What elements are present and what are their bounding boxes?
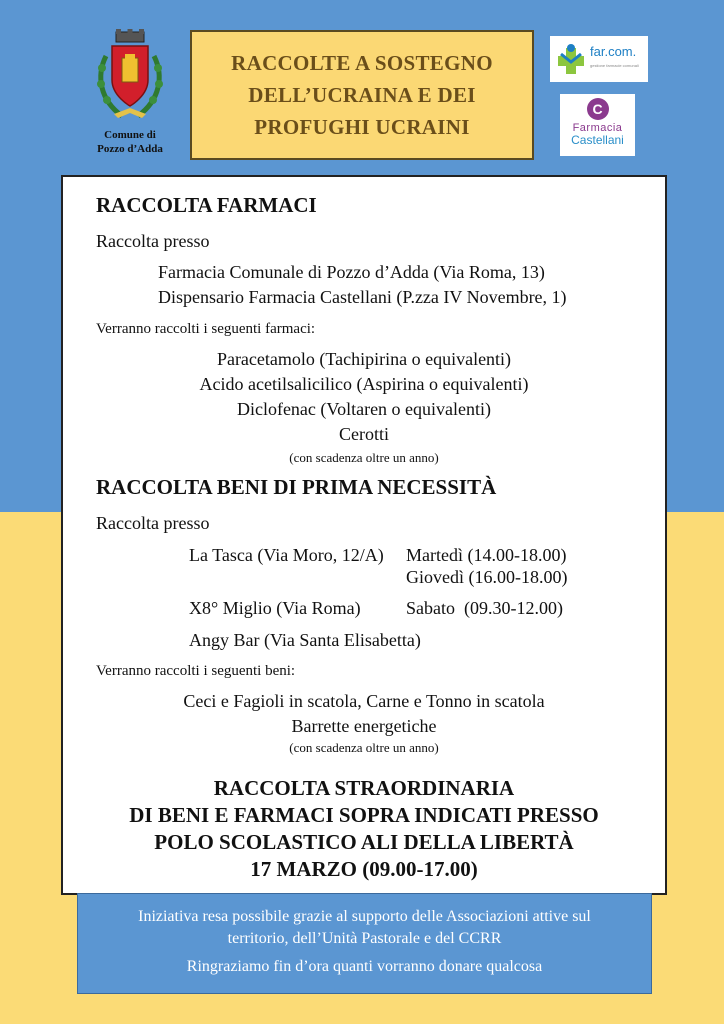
- castellani-c-icon: C: [587, 98, 609, 120]
- title-line-3: PROFUGHI UCRAINI: [254, 115, 470, 139]
- farmaci-item-4: Cerotti: [339, 424, 389, 444]
- beni-place-3-name: Angy Bar (Via Santa Elisabetta): [189, 630, 421, 650]
- farcom-logo: [550, 36, 648, 82]
- crest-icon: [92, 28, 168, 126]
- beni-presso-label: Raccolta presso: [96, 513, 210, 533]
- beni-item-2: Barrette energetiche: [291, 716, 437, 736]
- straordinaria-block: [61, 775, 667, 883]
- farcom-name: far.com.: [590, 44, 637, 59]
- farmaci-item-3: Diclofenac (Voltaren o equivalenti): [236, 399, 492, 419]
- beni-intro: Verranno raccolti i seguenti beni:: [96, 663, 296, 679]
- farmaci-intro: Verranno raccolti i seguenti farmaci:: [96, 321, 316, 337]
- footer-line-3: Ringraziamo fin d’ora quanti vorranno donare qualcosa: [186, 958, 543, 975]
- footer-banner: [77, 893, 652, 994]
- beni-section-title: RACCOLTA BENI DI PRIMA NECESSITÀ: [96, 475, 497, 499]
- farmaci-presso-label: Raccolta presso: [96, 231, 210, 251]
- straordinaria-line-2: DI BENI E FARMACI SOPRA INDICATI PRESSO: [129, 803, 599, 827]
- farmaci-location-2: Dispensario Farmacia Castellani (P.zza IV Novembre, 1): [158, 287, 567, 307]
- farcom-tagline: gestione farmacie comunali: [590, 63, 639, 68]
- farmaci-item-1: Paracetamolo (Tachipirina o equivalenti): [216, 349, 512, 369]
- castellani-word-farmacia: Farmacia: [572, 122, 623, 134]
- title-line-1: RACCOLTE A SOSTEGNO: [231, 51, 493, 75]
- farmaci-item-2: Acido acetilsalicilico (Aspirina o equivalenti): [199, 374, 529, 394]
- farmacia-castellani-logo: [560, 94, 635, 156]
- straordinaria-date: 17 MARZO (09.00-17.00): [250, 857, 478, 881]
- crest-caption-line-1: Comune di: [104, 129, 156, 141]
- title-line-2: DELL’UCRAINA E DEI: [248, 83, 476, 107]
- municipal-crest: [90, 28, 170, 163]
- beni-place-1-hours-2: Giovedì (16.00-18.00): [406, 567, 568, 587]
- beni-place-1-hours-1: Martedì (14.00-18.00): [406, 545, 567, 565]
- beni-place-1-name: La Tasca (Via Moro, 12/A): [189, 545, 384, 565]
- title-box: [190, 30, 534, 160]
- castellani-word-castellani: Castellani: [571, 133, 624, 147]
- crest-caption-line-2: Pozzo d’Adda: [97, 143, 163, 155]
- footer-line-1: Iniziativa resa possibile grazie al supporto delle Associazioni attive sul: [138, 908, 591, 925]
- beni-note: (con scadenza oltre un anno): [289, 740, 439, 755]
- farmaci-location-1: Farmacia Comunale di Pozzo d’Adda (Via Roma, 13): [158, 262, 545, 282]
- footer-line-2: territorio, dell’Unità Pastorale e del CCRR: [227, 930, 502, 947]
- beni-item-1: Ceci e Fagioli in scatola, Carne e Tonno in scatola: [183, 691, 545, 711]
- farmaci-section-title: RACCOLTA FARMACI: [96, 193, 317, 217]
- straordinaria-line-3: POLO SCOLASTICO ALI DELLA LIBERTÀ: [154, 830, 574, 854]
- straordinaria-line-1: RACCOLTA STRAORDINARIA: [213, 776, 515, 800]
- beni-place-2-hours: Sabato (09.30-12.00): [406, 598, 563, 618]
- beni-place-2-name: X8° Miglio (Via Roma): [189, 598, 361, 618]
- farmaci-note: (con scadenza oltre un anno): [289, 450, 439, 465]
- pharmacy-cross-icon: [556, 42, 586, 76]
